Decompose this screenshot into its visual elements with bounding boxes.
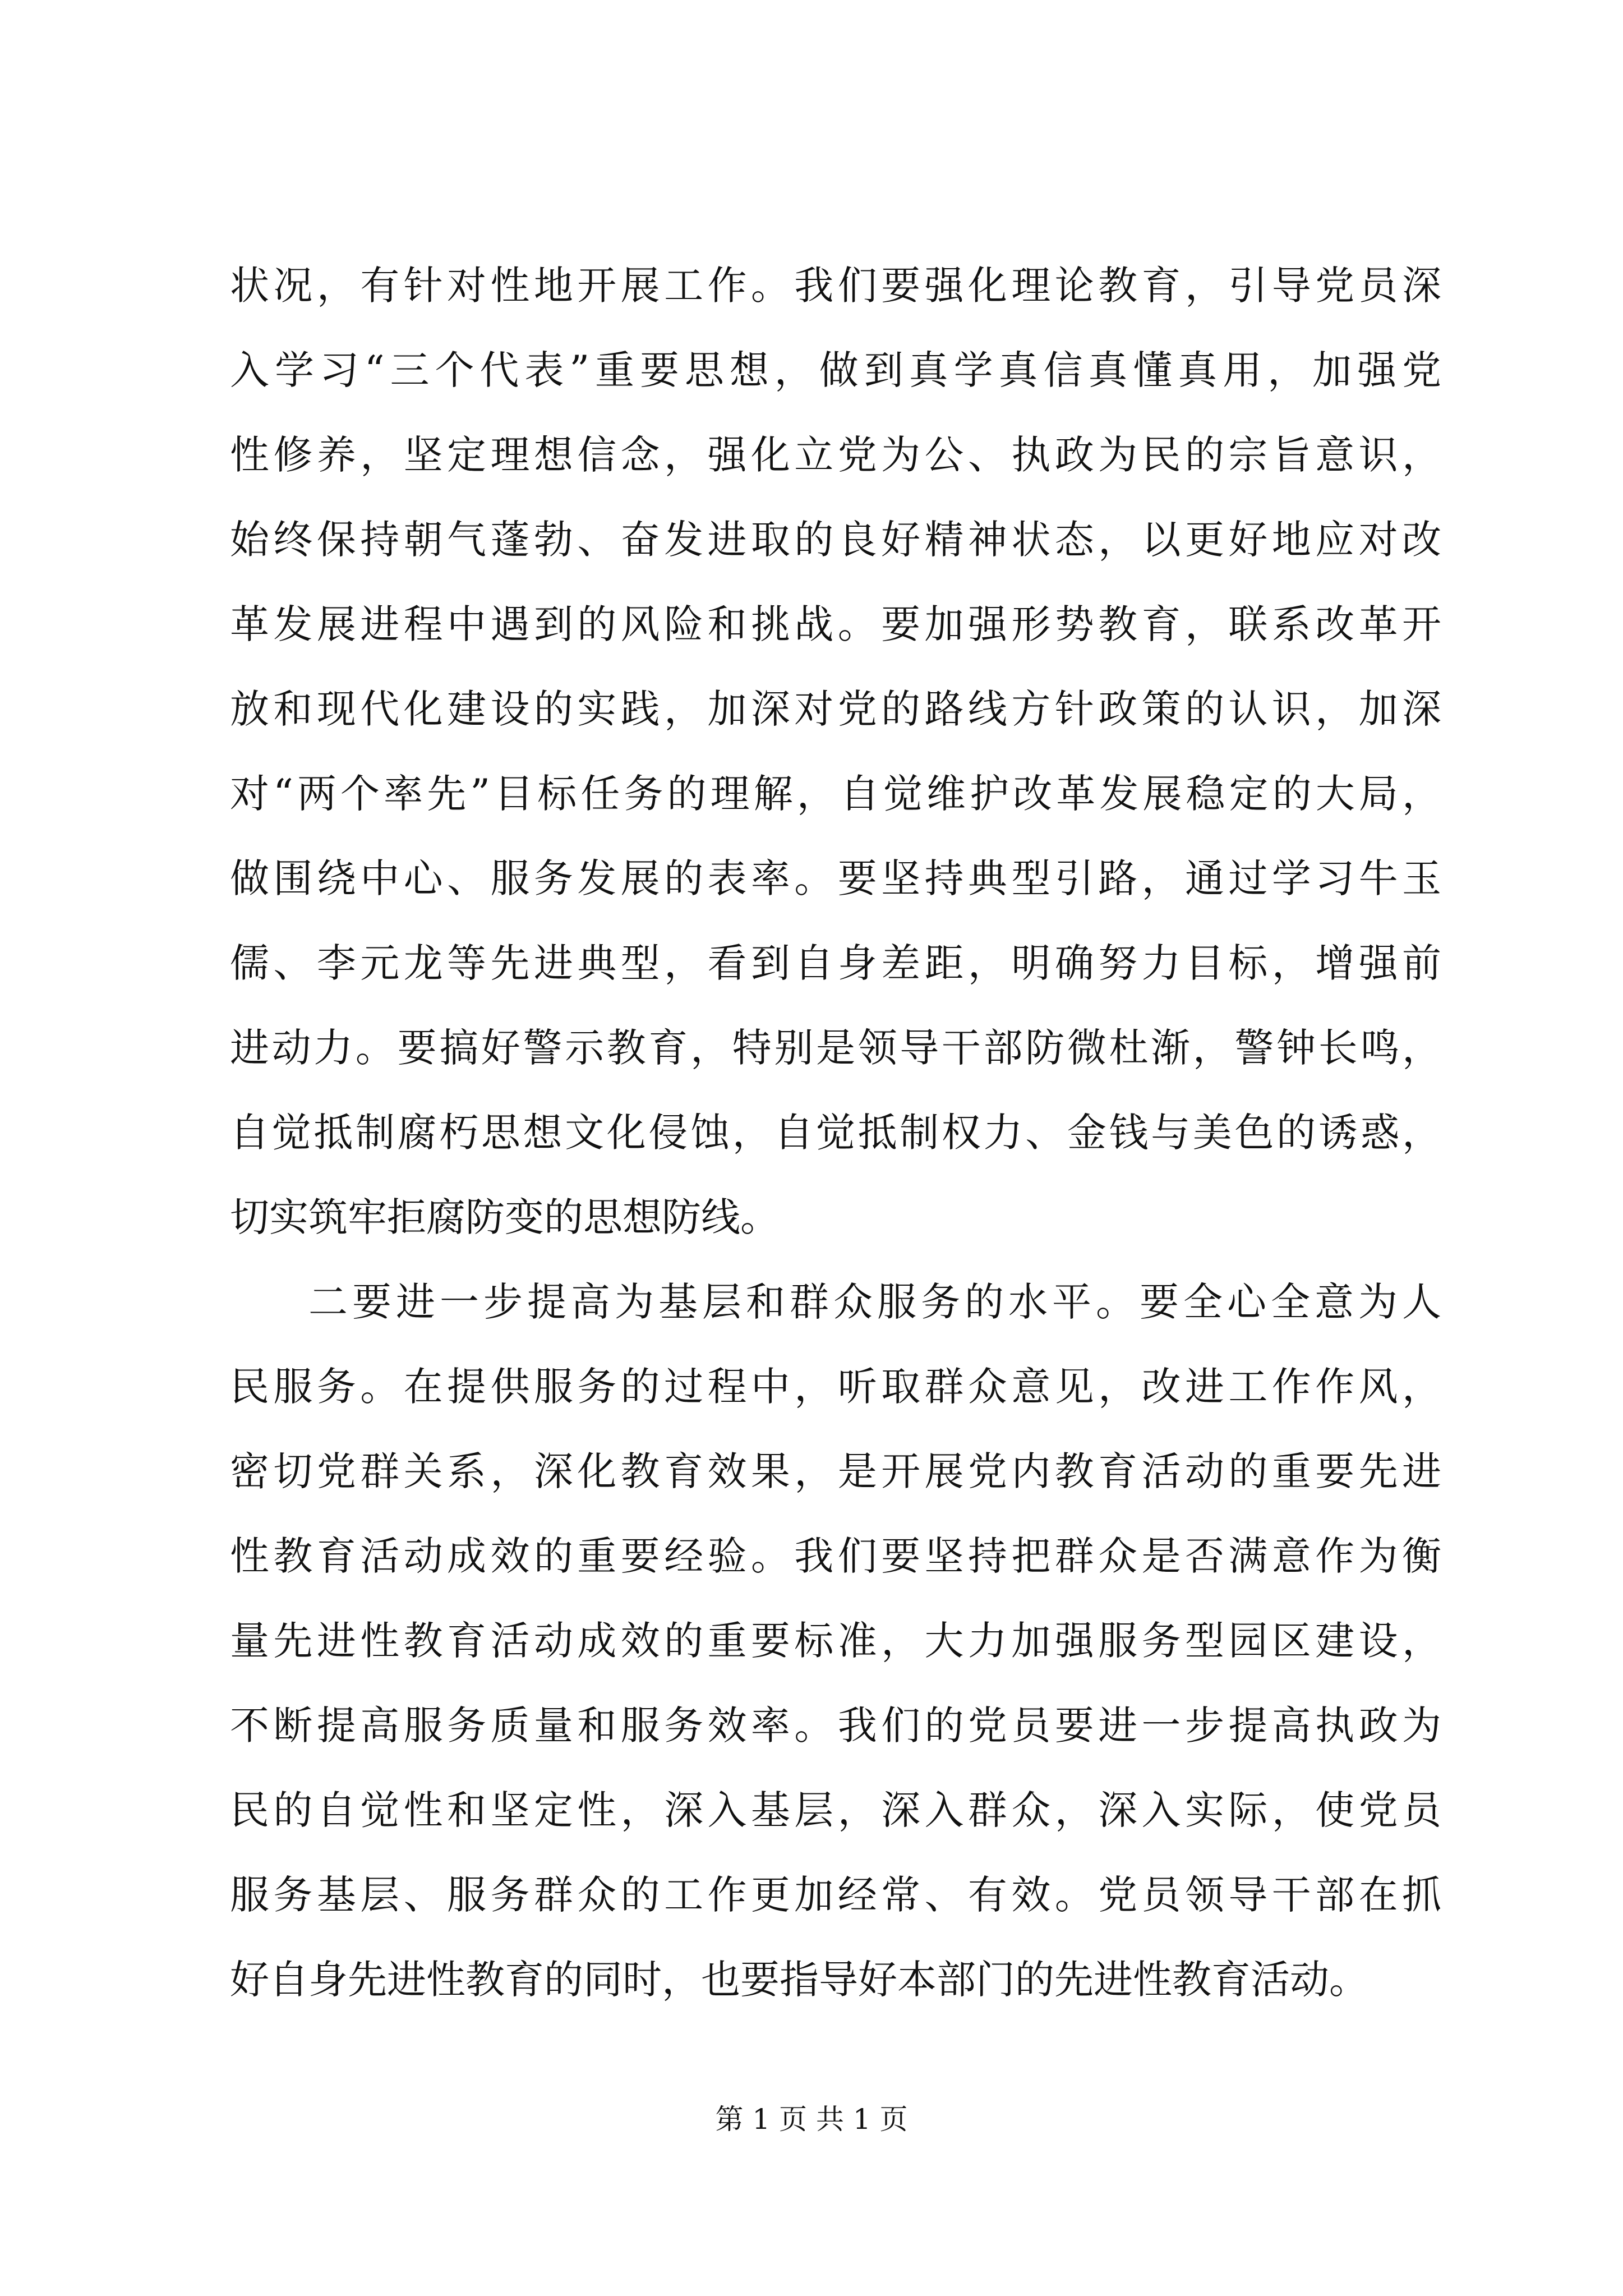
text-line: 状况，有针对性地开展工作。我们要强化理论教育，引导党员深 bbox=[230, 263, 1441, 309]
text-line: 不断提高服务质量和服务效率。我们的党员要进一步提高执政为 bbox=[230, 1703, 1441, 1749]
text-line: 好自身先进性教育的同时，也要指导好本部门的先进性教育活动。 bbox=[230, 1957, 1368, 2003]
text-line: 民的自觉性和坚定性，深入基层，深入群众，深入实际，使党员 bbox=[230, 1787, 1441, 1833]
text-line: 量先进性教育活动成效的重要标准，大力加强服务型园区建设， bbox=[230, 1618, 1441, 1664]
text-line: 儒、李元龙等先进典型，看到自身差距，明确努力目标，增强前 bbox=[230, 940, 1441, 986]
text-line: 自觉抵制腐朽思想文化侵蚀，自觉抵制权力、金钱与美色的诱惑， bbox=[230, 1110, 1441, 1156]
text-line: 革发展进程中遇到的风险和挑战。要加强形势教育，联系改革开 bbox=[230, 601, 1441, 647]
text-line: 切实筑牢拒腐防变的思想防线。 bbox=[230, 1194, 780, 1240]
text-line: 始终保持朝气蓬勃、奋发进取的良好精神状态，以更好地应对改 bbox=[230, 517, 1441, 563]
text-line: 做围绕中心、服务发展的表率。要坚持典型引路，通过学习牛玉 bbox=[230, 855, 1441, 901]
text-line: 密切党群关系，深化教育效果，是开展党内教育活动的重要先进 bbox=[230, 1448, 1441, 1494]
text-line: 性修养，坚定理想信念，强化立党为公、执政为民的宗旨意识， bbox=[230, 432, 1441, 478]
text-line: 二要进一步提高为基层和群众服务的水平。要全心全意为人 bbox=[308, 1279, 1441, 1325]
text-line: 入学习“三个代表”重要思想，做到真学真信真懂真用，加强党 bbox=[230, 347, 1441, 393]
text-line: 性教育活动成效的重要经验。我们要坚持把群众是否满意作为衡 bbox=[230, 1533, 1441, 1579]
page-number-footer: 第 1 页 共 1 页 bbox=[715, 2103, 908, 2136]
document-body bbox=[230, 243, 1441, 2022]
text-line: 民服务。在提供服务的过程中，听取群众意见，改进工作作风， bbox=[230, 1364, 1441, 1410]
text-line: 服务基层、服务群众的工作更加经常、有效。党员领导干部在抓 bbox=[230, 1872, 1441, 1918]
text-line: 放和现代化建设的实践，加深对党的路线方针政策的认识，加深 bbox=[230, 686, 1441, 732]
text-line: 进动力。要搞好警示教育，特别是领导干部防微杜渐，警钟长鸣， bbox=[230, 1025, 1441, 1071]
text-line: 对“两个率先”目标任务的理解，自觉维护改革发展稳定的大局， bbox=[230, 771, 1441, 817]
